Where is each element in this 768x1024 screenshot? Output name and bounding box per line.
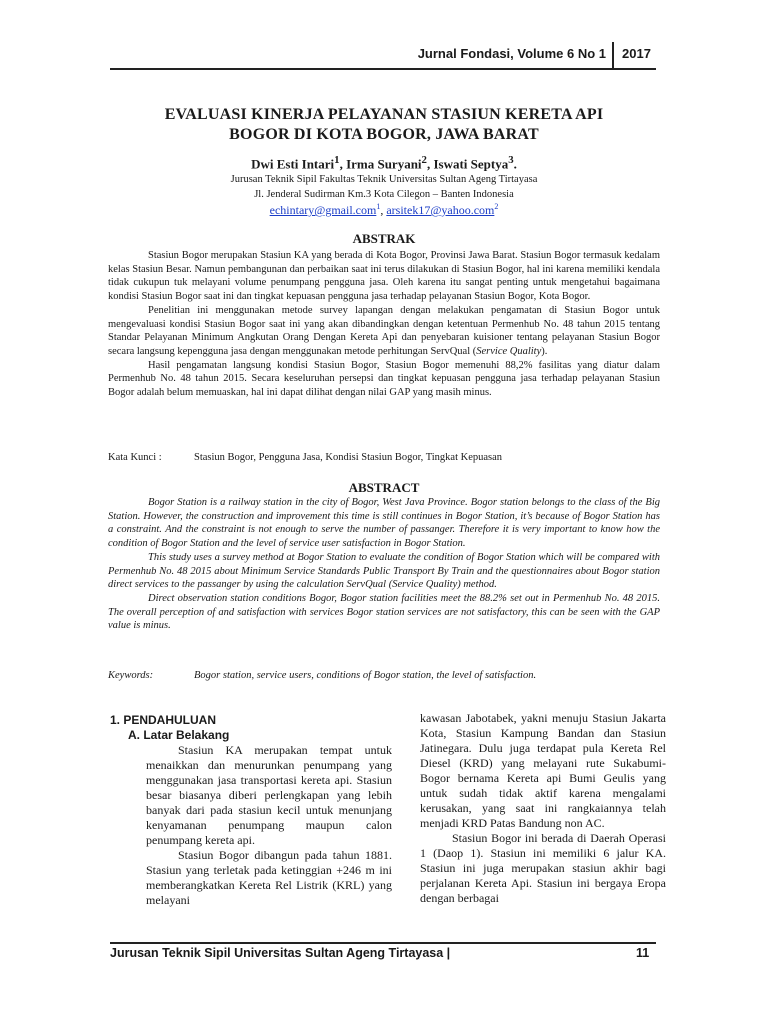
author-sup: 2 bbox=[421, 154, 427, 166]
kata-kunci bbox=[108, 452, 660, 463]
author-sep: , bbox=[426, 156, 434, 172]
email-link-2[interactable]: arsitek17@yahoo.com bbox=[386, 203, 495, 217]
abstrak-paragraph-2-text: Penelitian ini menggunakan metode survey lapangan dengan melakukan pengamatan di Stasiun Bogor untuk mengevaluasi kondisi Stasiun Bogor saat ini yang akan dibandingkan dengan ketentuan Permenhub No. 48 tahun 2015 tentang Standar Pelayanan Minimum Angkutan Orang Dengan Kereta Api dan penyebaran kuisioner tentang pelayanan Stasiun Bogor secara langsung kepengguna jasa dengan menggunakan metode perhitungan ServQual ( bbox=[108, 304, 660, 357]
abstract-heading: ABSTRACT bbox=[348, 480, 420, 495]
abstrak-paragraph-3: Hasil pengamatan langsung kondisi Stasiun Bogor, Stasiun Bogor memenuhi 88,2% fasilitas yang diatur dalam Permenhub No. 48 tahun 2015. Secara keseluruhan persepsi dan tingkat kepuasan pengguna jasa terhadap pelayanan Stasiun Bogor adalah belum memuaskan, hal ini dapat dilihat dengan nilai GAP yang masih minus. bbox=[108, 359, 660, 399]
email-sep: , bbox=[380, 203, 387, 217]
right-paragraph-2: Stasiun Bogor ini berada di Daerah Operasi 1 (Daop 1). Stasiun ini memiliki 6 jalur KA. Stasiun ini juga merupakan stasiun akhir bagi perjalanan Kereta Api. Stasiun ini bergaya Eropa dengan berbagai bbox=[420, 831, 666, 905]
author-sup: 1 bbox=[334, 154, 340, 166]
email-sup: 1 bbox=[376, 202, 381, 211]
abstrak-paragraph-1: Stasiun Bogor merupakan Stasiun KA yang berada di Kota Bogor, Provinsi Jawa Barat. Stasiun Bogor termasuk kedalam kelas Stasiun Besar. Namun pembangunan dan perbaikan saat ini terus dilakukan di Stasiun Bogor, hal ini karena memiliki kendala tidak cukupun tuk melayani volume penumpang pengguna jasa. Oleh karena itu sangat penting untuk mengetahui bagaimana kondisi Stasiun Bogor saat ini dan tingkat kepuasan pengguna jasa terhadap pelayanan Stasiun Bogor, Kota Bogor. bbox=[108, 250, 660, 303]
email-sup: 2 bbox=[494, 202, 499, 211]
abstrak-paragraph-2-end: ). bbox=[541, 345, 548, 357]
left-paragraph-1: Stasiun KA merupakan tempat untuk menaikkan dan menurunkan penumpang yang menggunakan jasa transportasi kereta api. Stasiun besar biasanya diberi perlengkapan yang lebih banyak dari pada stasiun kecil untuk menunjang kenyamanan penumpang maupun calon penumpang kereta api. bbox=[146, 743, 392, 847]
journal-year: 2017 bbox=[622, 46, 651, 61]
keywords-label: Keywords: bbox=[108, 670, 154, 681]
abstract-paragraph-3: Direct observation station conditions Bogor, Bogor station facilities meet the 88.2% set out in Permenhub No. 48 2015. The overall perception of and satisfaction with services Bogor station services are not satisfactory, this can be seen with the GAP value is minus. bbox=[108, 592, 660, 632]
left-paragraph-2: Stasiun Bogor dibangun pada tahun 1881. Stasiun yang terletak pada ketinggian +246 m ini memberangkatkan Kereta Rel Listrik (KRL) yang melayani bbox=[146, 848, 392, 907]
abstract-paragraph-1: Bogor Station is a railway station in the city of Bogor, West Java Province. Bogor station belongs to the class of the Big Station. However, the construction and improvement this time is still continues in Bogor Station, it’s because of Bogor Station has a constraint. And the constraint is not enough to serve the number of passanger. Therefore it is very important to know how the condition of Bogor Station and the level of service user satisfaction in Bogor Station. bbox=[108, 497, 660, 550]
header-rule bbox=[110, 68, 656, 70]
right-column bbox=[420, 711, 666, 906]
paper-title bbox=[100, 105, 668, 145]
section-heading: 1. PENDAHULUAN bbox=[110, 713, 217, 727]
affiliation-line-1: Jurusan Teknik Sipil Fakultas Teknik Universitas Sultan Ageng Tirtayasa bbox=[230, 174, 538, 185]
author-list bbox=[100, 154, 668, 172]
email-link-1[interactable]: echintary@gmail.com bbox=[269, 203, 377, 217]
author-name: Dwi Esti Intari bbox=[251, 156, 335, 172]
subsection-heading: A. Latar Belakang bbox=[128, 728, 230, 742]
affiliation bbox=[100, 172, 668, 202]
abstract-body bbox=[108, 496, 660, 633]
left-column bbox=[146, 743, 392, 908]
author-name: Iswati Septya bbox=[433, 156, 509, 172]
footer-institution: Jurusan Teknik Sipil Universitas Sultan Ageng Tirtayasa | bbox=[110, 946, 451, 960]
abstrak-paragraph-2 bbox=[108, 304, 660, 359]
author-sep: . bbox=[513, 156, 517, 172]
author-sup: 3 bbox=[508, 154, 514, 166]
right-paragraph-1: kawasan Jabotabek, yakni menuju Stasiun Jakarta Kota, Stasiun Kampung Bandan dan Stasiun Jatinegara. Dulu juga terdapat pula Kereta Rel Diesel (KRD) yang melayani rute Sukabumi-Bogor bernama Kereta api Bumi Geulis yang untuk sudah tidak aktif karena mengalami kerusakan, yang saat ini rangkaiannya telah menjadi KRD Patas Bandung non AC. bbox=[420, 711, 666, 830]
author-emails bbox=[100, 202, 668, 218]
page-number: 11 bbox=[636, 946, 650, 960]
abstrak-body bbox=[108, 249, 660, 400]
kata-kunci-text: Stasiun Bogor, Pengguna Jasa, Kondisi Stasiun Bogor, Tingkat Kepuasan bbox=[194, 452, 503, 463]
title-line-1: EVALUASI KINERJA PELAYANAN STASIUN KERETA API bbox=[164, 106, 604, 123]
abstrak-heading: ABSTRAK bbox=[352, 231, 416, 246]
header-divider bbox=[612, 42, 614, 70]
footer-rule bbox=[110, 942, 656, 944]
keywords bbox=[108, 670, 660, 681]
affiliation-line-2: Jl. Jenderal Sudirman Km.3 Kota Cilegon – Banten Indonesia bbox=[254, 189, 514, 200]
author-name: Irma Suryani bbox=[346, 156, 422, 172]
running-header bbox=[380, 46, 656, 68]
title-line-2: BOGOR DI KOTA BOGOR, JAWA BARAT bbox=[229, 126, 539, 143]
author-sep: , bbox=[339, 156, 347, 172]
abstrak-paragraph-2-italic: Service Quality bbox=[476, 345, 542, 357]
keywords-text: Bogor station, service users, conditions of Bogor station, the level of satisfaction. bbox=[194, 670, 537, 681]
abstract-paragraph-2: This study uses a survey method at Bogor Station to evaluate the condition of Bogor Station which will be compared with Permenhub No. 48 2015 about Minimum Service Standards Public Transport By Train and the questionnaires about Bogor station direct services to the passanger by using the calculation ServQual (Service Quality) method. bbox=[108, 551, 660, 591]
journal-name: Jurnal Fondasi, Volume 6 No 1 bbox=[417, 46, 606, 61]
kata-kunci-label: Kata Kunci : bbox=[108, 452, 162, 463]
